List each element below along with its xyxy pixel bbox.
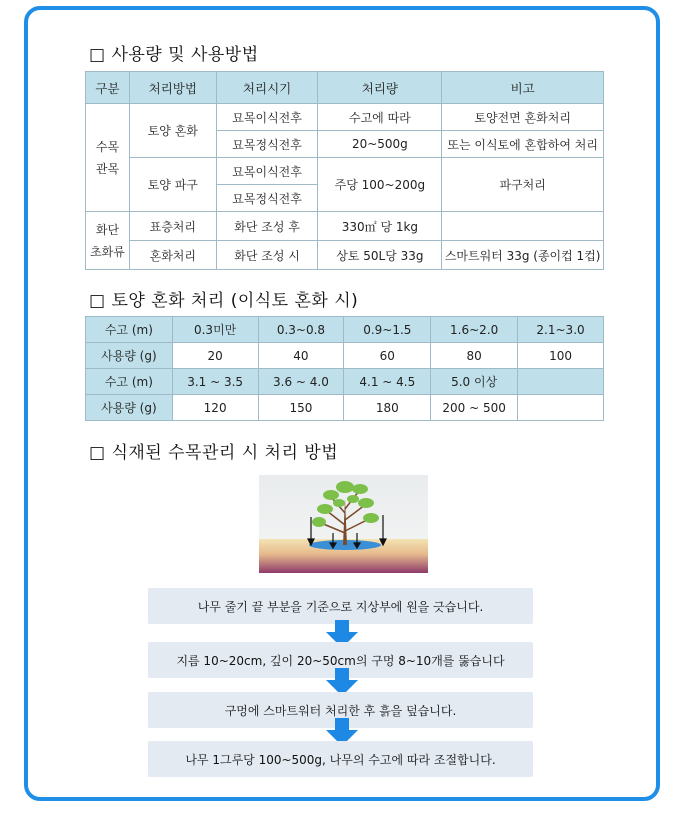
height-value: 5.0 이상	[431, 369, 518, 395]
method-soil-mix: 토양 혼화	[129, 104, 216, 158]
note-cell: 파구처리	[442, 158, 604, 212]
note-cell: 또는 이식토에 혼합하여 처리	[442, 131, 604, 158]
amount-cell: 상토 50L당 33g	[318, 241, 442, 270]
amount-cell: 20~500g	[318, 131, 442, 158]
usage-value	[518, 395, 604, 421]
height-value: 0.3미만	[172, 317, 258, 343]
height-value: 0.9~1.5	[344, 317, 431, 343]
header-amount: 처리량	[318, 72, 442, 104]
height-label: 수고 (m)	[86, 317, 173, 343]
height-value: 1.6~2.0	[431, 317, 518, 343]
category-flowers: 화단 초화류	[86, 212, 130, 270]
header-method: 처리방법	[129, 72, 216, 104]
height-value	[518, 369, 604, 395]
step-1: 나무 줄기 끝 부분을 기준으로 지상부에 원을 긋습니다.	[148, 588, 533, 624]
time-cell: 화단 조성 후	[216, 212, 318, 241]
height-value: 3.6 ~ 4.0	[258, 369, 344, 395]
note-cell: 스마트워터 33g (종이컵 1컵)	[442, 241, 604, 270]
usage-value: 100	[518, 343, 604, 369]
method-surface: 표층처리	[129, 212, 216, 241]
step-2: 지름 10~20cm, 깊이 20~50cm의 구멍 8~10개를 뚫습니다	[148, 642, 533, 678]
usage-value: 180	[344, 395, 431, 421]
usage-value: 60	[344, 343, 431, 369]
method-soil-hole: 토양 파구	[129, 158, 216, 212]
tree-illustration	[259, 475, 428, 573]
note-cell: 토양전면 혼화처리	[442, 104, 604, 131]
usage-label: 사용량 (g)	[86, 395, 173, 421]
usage-label: 사용량 (g)	[86, 343, 173, 369]
height-value: 2.1~3.0	[518, 317, 604, 343]
time-cell: 묘목정식전후	[216, 185, 318, 212]
header-note: 비고	[442, 72, 604, 104]
usage-value: 40	[258, 343, 344, 369]
amount-cell: 330㎡ 당 1kg	[318, 212, 442, 241]
section-method-title: □ 식재된 수목관리 시 처리 방법	[89, 443, 339, 463]
step-3: 구멍에 스마트워터 처리한 후 흙을 덮습니다.	[148, 692, 533, 728]
height-value: 0.3~0.8	[258, 317, 344, 343]
usage-value: 150	[258, 395, 344, 421]
header-time: 처리시기	[216, 72, 318, 104]
amount-cell: 수고에 따라	[318, 104, 442, 131]
height-label: 수고 (m)	[86, 369, 173, 395]
method-blend: 혼화처리	[129, 241, 216, 270]
note-cell	[442, 212, 604, 241]
section-mix-title: □ 토양 혼화 처리 (이식토 혼화 시)	[89, 291, 359, 311]
height-value: 3.1 ~ 3.5	[172, 369, 258, 395]
time-cell: 화단 조성 시	[216, 241, 318, 270]
usage-table	[85, 71, 604, 270]
mix-table	[85, 316, 604, 421]
usage-value: 120	[172, 395, 258, 421]
usage-value: 80	[431, 343, 518, 369]
time-cell: 묘목이식전후	[216, 104, 318, 131]
section-usage-title: □ 사용량 및 사용방법	[89, 45, 259, 65]
amount-cell: 주당 100~200g	[318, 158, 442, 212]
header-category: 구분	[86, 72, 130, 104]
height-value: 4.1 ~ 4.5	[344, 369, 431, 395]
usage-value: 20	[172, 343, 258, 369]
usage-value: 200 ~ 500	[431, 395, 518, 421]
category-trees: 수목 관목	[86, 104, 130, 212]
time-cell: 묘목이식전후	[216, 158, 318, 185]
time-cell: 묘목정식전후	[216, 131, 318, 158]
step-4: 나무 1그루당 100~500g, 나무의 수고에 따라 조절합니다.	[148, 741, 533, 777]
